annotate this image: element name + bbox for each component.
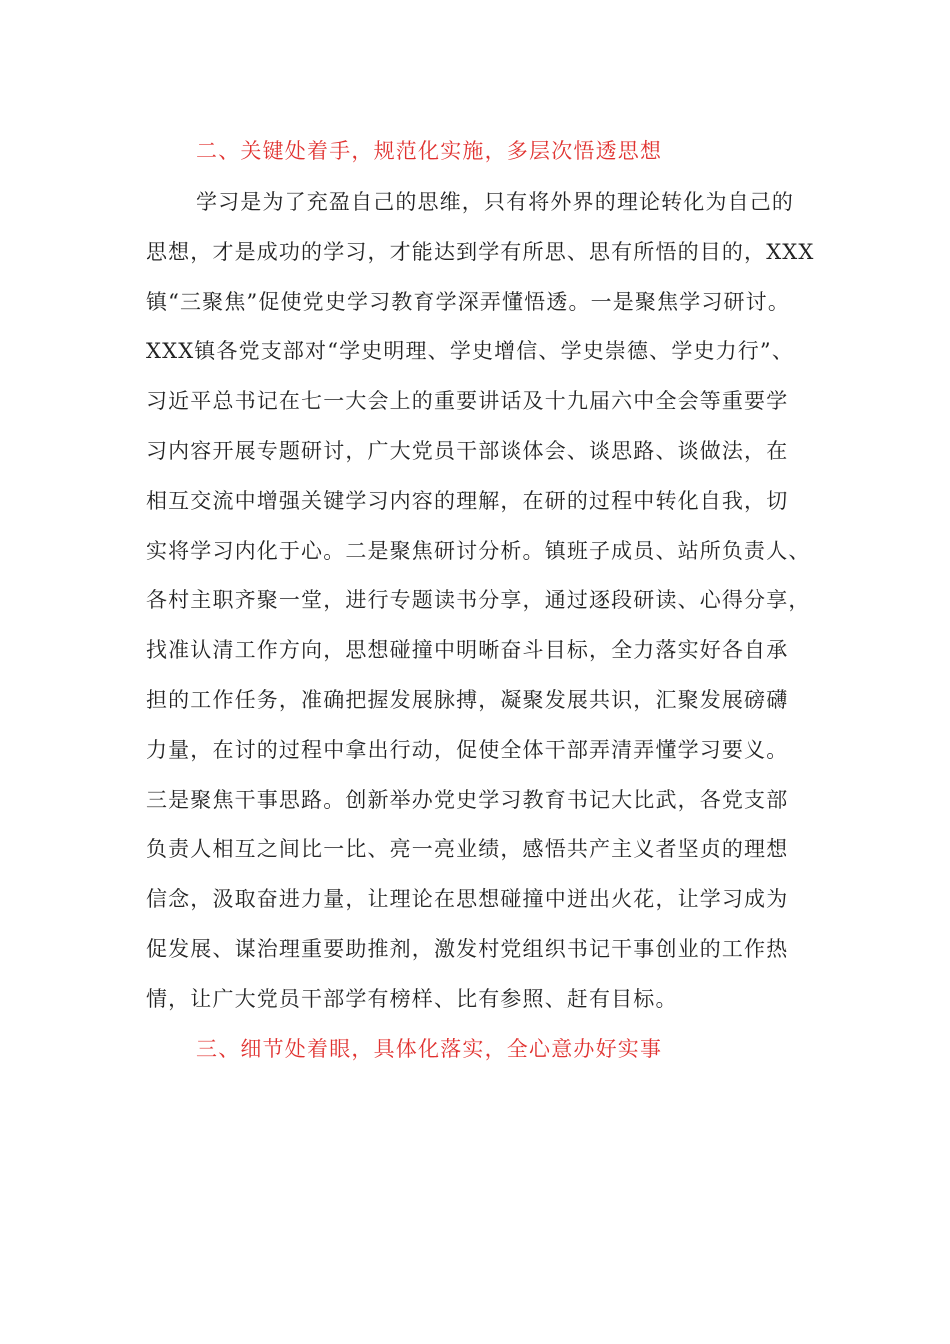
body-line: 习内容开展专题研讨，广大党员干部谈体会、谈思路、谈做法，在 xyxy=(146,438,789,463)
body-line: 实将学习内化于心。二是聚焦研讨分析。镇班子成员、站所负责人、 xyxy=(146,538,811,563)
section-two-heading: 二、关键处着手，规范化实施，多层次悟透思想 xyxy=(196,139,663,163)
body-line: 习近平总书记在七一大会上的重要讲话及十九届六中全会等重要学 xyxy=(146,389,789,414)
body-line: XXX镇各党支部对“学史明理、学史增信、学史崇德、学史力行”、 xyxy=(146,339,794,364)
body-line: 镇“三聚焦”促使党史学习教育学深弄懂悟透。一是聚焦学习研讨。 xyxy=(146,289,790,314)
body-line: 情，让广大党员干部学有榜样、比有参照、赶有目标。 xyxy=(146,986,678,1011)
body-line: 学习是为了充盈自己的思维，只有将外界的理论转化为自己的 xyxy=(196,190,795,214)
body-line: 信念，汲取奋进力量，让理论在思想碰撞中迸出火花，让学习成为 xyxy=(146,887,789,912)
body-line: 相互交流中增强关键学习内容的理解，在研的过程中转化自我，切 xyxy=(146,488,789,513)
body-line: 促发展、谋治理重要助推剂，激发村党组织书记干事创业的工作热 xyxy=(146,936,789,961)
body-line: 担的工作任务，准确把握发展脉搏，凝聚发展共识，汇聚发展磅礴 xyxy=(146,687,789,712)
body-line: 找准认清工作方向，思想碰撞中明晰奋斗目标，全力落实好各自承 xyxy=(146,638,789,663)
section-three-heading: 三、细节处着眼，具体化落实，全心意办好实事 xyxy=(196,1037,663,1061)
section-two-body xyxy=(146,184,815,1031)
body-line: 力量，在讨的过程中拿出行动，促使全体干部弄清弄懂学习要义。 xyxy=(146,737,789,762)
body-line: 各村主职齐聚一堂，进行专题读书分享，通过逐段研读、心得分享， xyxy=(146,588,811,613)
body-line: 三是聚焦干事思路。创新举办党史学习教育书记大比武，各党支部 xyxy=(146,787,789,812)
body-line: 负责人相互之间比一比、亮一亮业绩，感悟共产主义者坚贞的理想 xyxy=(146,837,789,862)
body-line: 思想，才是成功的学习，才能达到学有所思、思有所悟的目的，XXX xyxy=(146,239,815,264)
